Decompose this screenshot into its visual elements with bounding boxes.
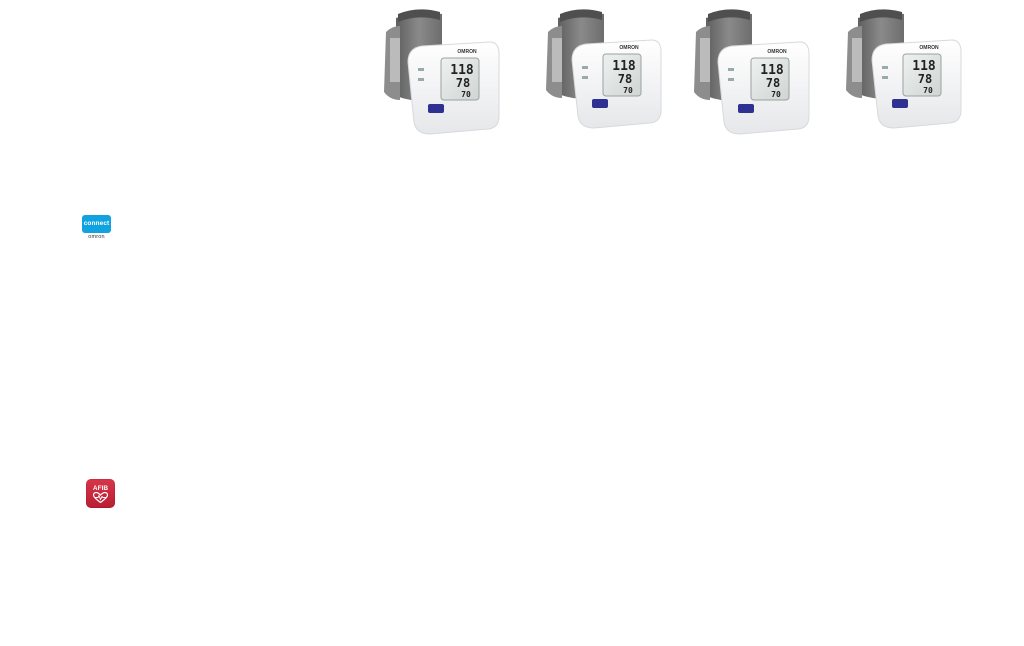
diastolic-reading: 78 [765,76,781,90]
blood-pressure-monitor-image-1 [378,8,508,138]
blood-pressure-monitor-image-4 [840,8,970,138]
pulse-reading: 70 [623,86,633,95]
pulse-reading: 70 [923,86,933,95]
blood-pressure-monitor-image-3 [688,8,818,138]
diastolic-reading: 78 [455,76,471,90]
omron-logo: OMRON [767,49,787,55]
afib-label: AFIB [92,485,109,492]
systolic-reading: 118 [612,59,636,74]
omron-connect-app-icon[interactable] [82,215,112,242]
systolic-reading: 118 [912,59,936,74]
pulse-reading: 70 [771,90,781,99]
omron-brand-label: omron [88,234,105,240]
omron-logo: OMRON [619,45,639,51]
connect-tile [82,215,111,233]
omron-logo: OMRON [919,45,939,51]
diastolic-reading: 78 [917,72,933,86]
diastolic-reading: 78 [617,72,633,86]
systolic-reading: 118 [450,63,474,78]
systolic-reading: 118 [760,63,784,78]
pulse-reading: 70 [461,90,471,99]
afib-app-icon[interactable] [86,479,115,508]
blood-pressure-monitor-image-2 [540,8,670,138]
omron-logo: OMRON [457,49,477,55]
connect-label: connect [83,220,110,227]
heart-ecg-icon [93,492,108,503]
